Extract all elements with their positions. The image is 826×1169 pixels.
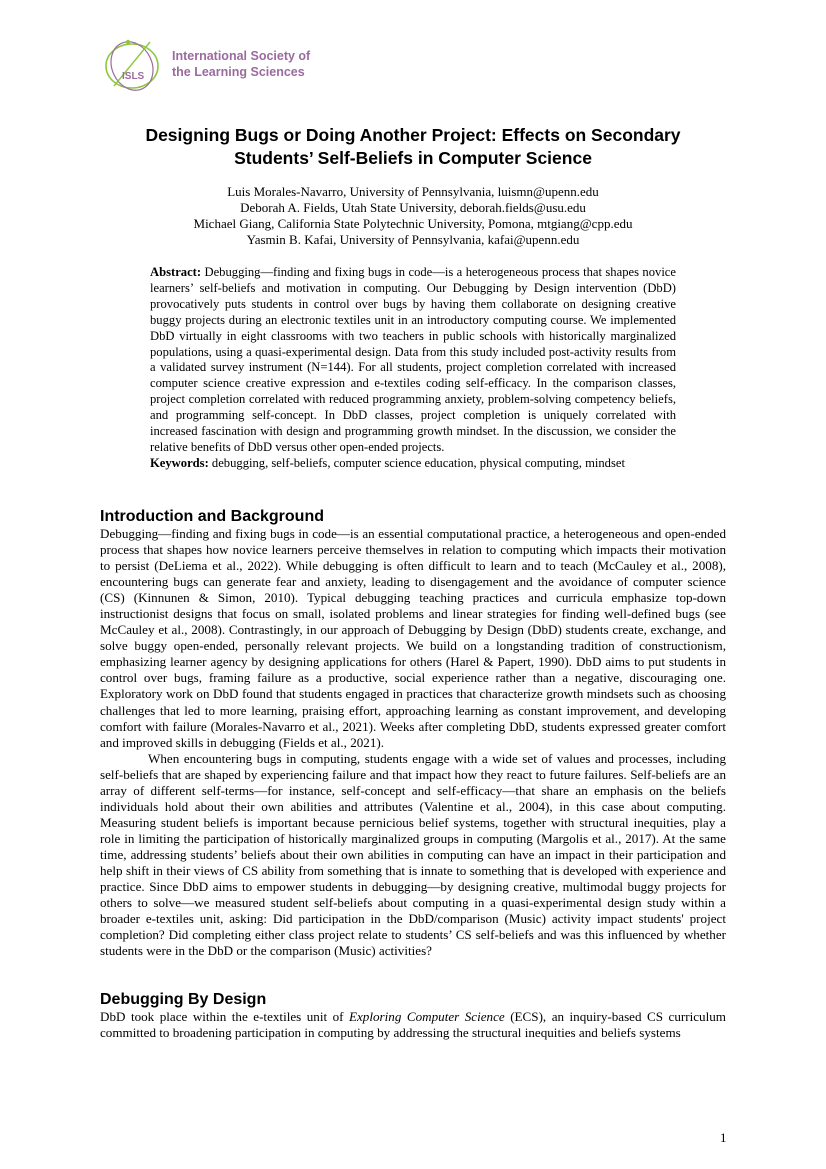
- dbd-body: [100, 1009, 726, 1041]
- logo-text: [172, 48, 310, 80]
- paper-title: [100, 124, 726, 170]
- dbd-text-after: (ECS), an inquiry-based CS curriculum committed to broadening participation in computing by addressing the structural inequities and beliefs systems: [100, 1009, 726, 1041]
- logo-line-2: the Learning Sciences: [172, 65, 305, 79]
- title-line-2: Students’ Self-Beliefs in Computer Science: [234, 148, 592, 168]
- title-line-1: Designing Bugs or Doing Another Project: Effects on Secondary: [145, 125, 681, 145]
- author-1: Luis Morales-Navarro, University of Pennsylvania, luismn@upenn.edu: [227, 184, 599, 199]
- dbd-text-italic: Exploring Computer Science: [349, 1009, 505, 1024]
- intro-heading: Introduction and Background: [100, 508, 324, 525]
- isls-emblem-icon: [100, 34, 166, 94]
- page-number: 1: [720, 1130, 727, 1145]
- intro-paragraph-1: Debugging—finding and fixing bugs in code—is an essential computational practice, a heterogeneous and open-ended process that shapes how novice learners perceive themselves in relation to computing which impacts their motivation to persist (DeLiema et al., 2022). While debugging is often difficult to learn and to teach (McCauley et al., 2008), encountering bugs can generate fear and anxiety, leading to disengagement and the avoidance of computer science (CS) (Kinnunen & Simon, 2010). Typical debugging teaching practices and curricula emphasize top-down instructionist designs that focus on small, isolated problems and linear strategies for finding well-defined bugs (see McCauley et al., 2008). Contrastingly, in our approach of Debugging by Design (DbD) students create, exchange, and solve buggy open-ended, personally relevant projects. We build on a longstanding tradition of constructionism, emphasizing learner agency by designing applications for others (Harel & Papert, 1990). DbD aims to put students in control over bugs, framing failure as a productive, social experience rather than a negative, discouraging one. Exploratory work on DbD found that students engaged in practices that characterize growth mindsets such as choosing challenges that led to more learning, praising effort, approaching learning as constant improvement, and developing comfort with failure (Morales-Navarro et al., 2021). Weeks after completing DbD, students expressed greater comfort and improved skills in debugging (Fields et al., 2021).: [100, 526, 726, 750]
- dbd-text-before: DbD took place within the e-textiles unit of: [100, 1009, 349, 1024]
- intro-paragraph-2: When encountering bugs in computing, students engage with a wide set of values and processes, including self-beliefs that are shaped by experiencing failure and that impact how they react to future failures. Self-beliefs are an array of different self-terms—for instance, self-concept and self-efficacy—that share an emphasis on the beliefs individuals hold about their own abilities and attributes (Valentine et al., 2004), in this case about computing. Measuring student beliefs is important because pernicious belief systems, together with structural inequities, play a role in limiting the participation of historically marginalized groups in computing (Margolis et al., 2017). At the same time, addressing students’ beliefs about their own abilities in computing can have an impact in their participation and help shift in their views of CS ability from something that is innate to something that is developed with experience and practice. Since DbD aims to empower students in debugging—by designing creative, multimodal buggy projects for others to solve—we measured student self-beliefs about computing in a quasi-experimental design study within a broader e-textiles unit, asking: Did participation in the DbD/comparison (Music) activity impact students' project completion? Did completing either class project relate to students’ CS self-beliefs and was this influenced by whether students were in the DbD or the comparison (Music) activities?: [100, 750, 726, 959]
- keywords-text: debugging, self-beliefs, computer science education, physical computing, mindset: [211, 455, 625, 470]
- dbd-heading: Debugging By Design: [100, 991, 267, 1008]
- keywords-label: Keywords:: [150, 455, 209, 470]
- abstract-text: Debugging—finding and fixing bugs in code—is a heterogeneous process that shapes novice learners’ self-beliefs and motivation in computing. Our Debugging by Design intervention (DbD) provocatively puts students in control over bugs by having them collaborate on designing creative buggy projects during an electronic textiles unit in an introductory computing course. We implemented DbD virtually in eight classrooms with two teachers in public schools with historically marginalized populations, using a quasi-experimental design. Data from this study included post-activity results from a validated survey instrument (N=144). For all students, project completion correlated with increased computer science creative expression and e-textiles coding self-efficacy. In the comparison classes, project completion correlated with reduced programming anxiety, problem-solving competency beliefs, and programming self-concept. In DbD classes, project completion is uniquely correlated with increased fascination with design and programming growth mindset. In the discussion, we consider the relative benefits of DbD versus other open-ended projects.: [150, 265, 676, 454]
- logo-line-1: International Society of: [172, 49, 311, 63]
- author-4: Yasmin B. Kafai, University of Pennsylvania, kafai@upenn.edu: [246, 232, 580, 247]
- dbd-paragraph-1: [100, 1009, 726, 1041]
- abstract-label: Abstract:: [150, 265, 202, 279]
- abstract-block: [150, 265, 676, 472]
- author-2: Deborah A. Fields, Utah State University, deborah.fields@usu.edu: [240, 200, 586, 215]
- author-list: [100, 184, 726, 248]
- author-3: Michael Giang, California State Polytechnic University, Pomona, mtgiang@cpp.edu: [193, 216, 633, 231]
- abstract-paragraph: [150, 265, 676, 456]
- intro-body: [100, 526, 726, 959]
- isls-badge-text: ISLS: [122, 71, 145, 82]
- isls-logo: [100, 34, 350, 94]
- keywords-paragraph: [150, 456, 676, 472]
